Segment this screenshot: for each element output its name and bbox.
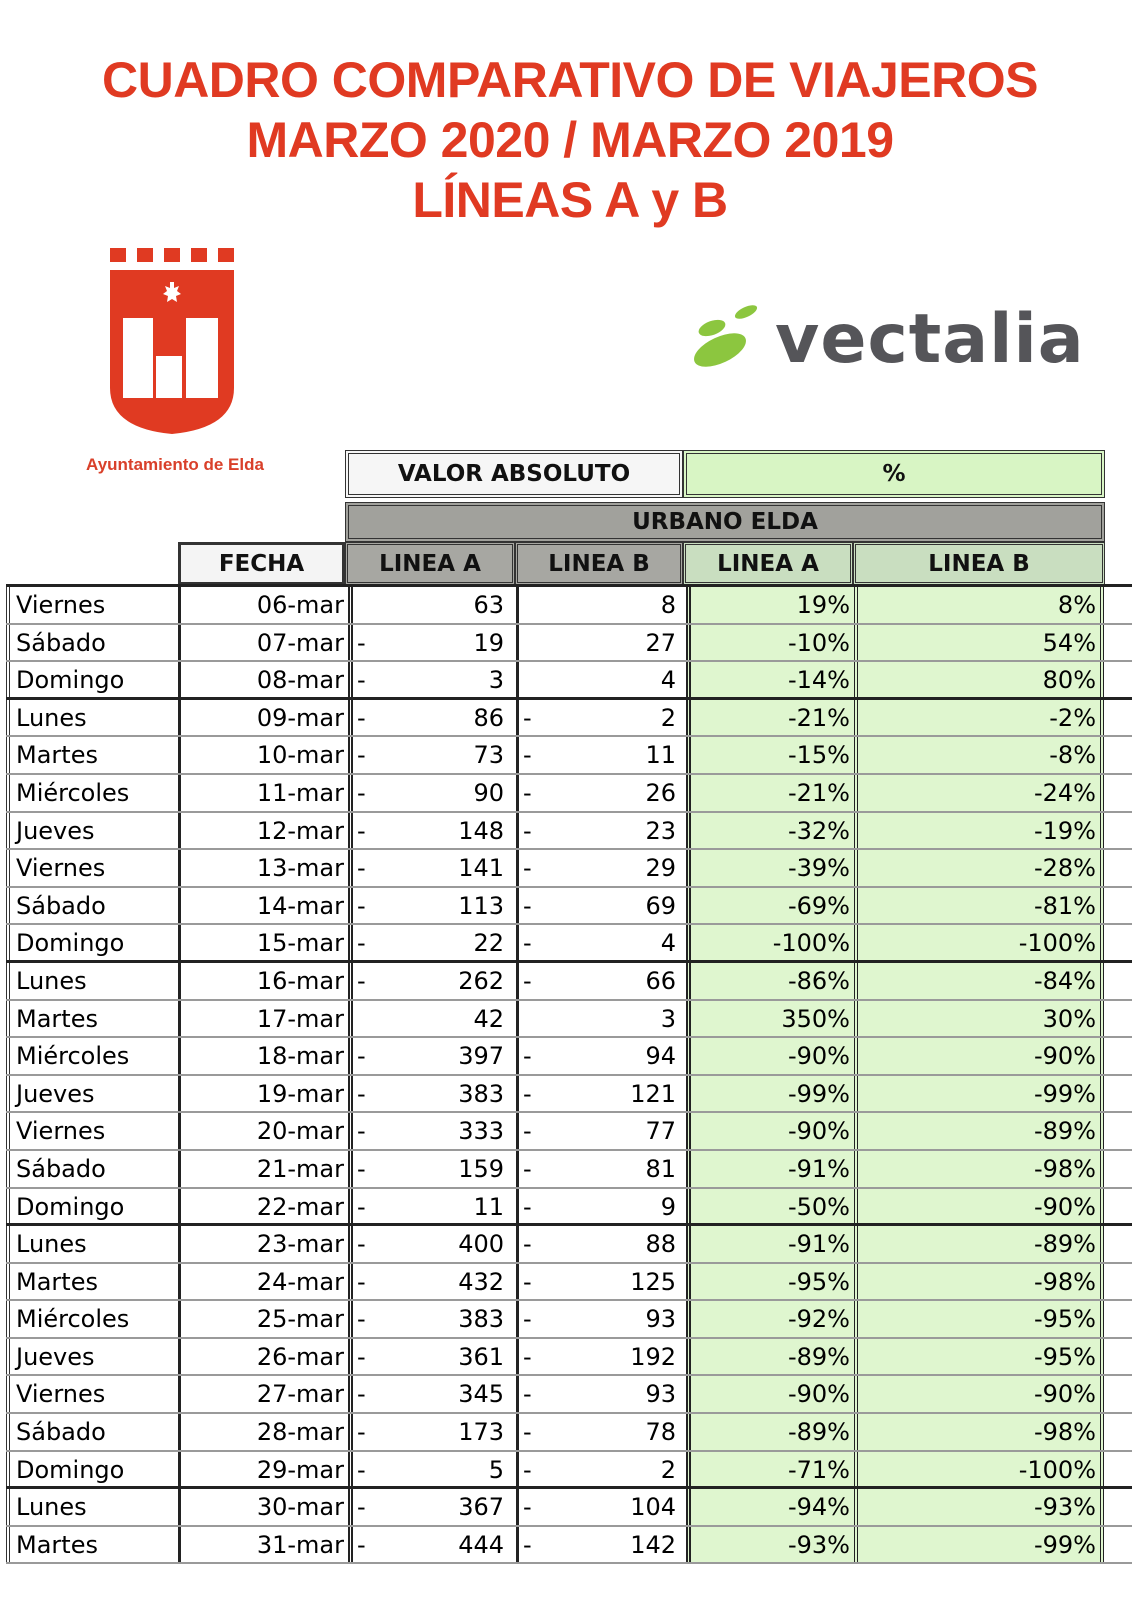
linea-b-value: 8 bbox=[660, 591, 676, 619]
minus-sign: - bbox=[523, 1342, 532, 1371]
linea-b-value: 125 bbox=[630, 1267, 676, 1296]
linea-b-value: 192 bbox=[630, 1342, 676, 1371]
header-fecha: FECHA bbox=[178, 542, 345, 585]
minus-sign: - bbox=[523, 816, 532, 845]
linea-a-abs-cell bbox=[348, 1038, 516, 1074]
linea-b-pct-cell: -90% bbox=[854, 1376, 1104, 1412]
table-row bbox=[6, 1452, 1132, 1490]
table-row bbox=[6, 1414, 1132, 1452]
minus-sign: - bbox=[523, 1267, 532, 1296]
linea-a-abs-cell bbox=[348, 662, 516, 697]
linea-b-value: 29 bbox=[645, 854, 676, 883]
linea-b-value: 121 bbox=[630, 1079, 676, 1108]
linea-b-pct-cell: -98% bbox=[854, 1151, 1104, 1187]
linea-b-value: 104 bbox=[630, 1493, 676, 1522]
linea-b-pct-cell: -90% bbox=[854, 1038, 1104, 1074]
linea-b-abs-cell bbox=[516, 1038, 686, 1074]
minus-sign: - bbox=[523, 778, 532, 807]
linea-a-pct-cell: -50% bbox=[686, 1189, 854, 1224]
date-cell: 07-mar bbox=[178, 625, 348, 661]
linea-a-value: 3 bbox=[488, 666, 504, 695]
day-cell: Viernes bbox=[6, 850, 178, 886]
linea-a-pct-cell: -90% bbox=[686, 1113, 854, 1149]
linea-a-abs-cell bbox=[348, 775, 516, 811]
linea-b-value: 4 bbox=[660, 929, 676, 958]
minus-sign: - bbox=[357, 1530, 366, 1559]
linea-a-abs-cell bbox=[348, 1414, 516, 1450]
table-row bbox=[6, 1264, 1132, 1302]
linea-b-value: 78 bbox=[645, 1418, 676, 1447]
linea-b-pct-cell: -84% bbox=[854, 963, 1104, 999]
table-row bbox=[6, 1113, 1132, 1151]
minus-sign: - bbox=[357, 1042, 366, 1071]
date-cell: 16-mar bbox=[178, 963, 348, 999]
date-cell: 17-mar bbox=[178, 1001, 348, 1037]
day-cell: Martes bbox=[6, 737, 178, 773]
linea-a-abs-cell bbox=[348, 1376, 516, 1412]
linea-a-pct-cell: -95% bbox=[686, 1264, 854, 1300]
minus-sign: - bbox=[523, 1192, 532, 1221]
minus-sign: - bbox=[523, 966, 532, 995]
linea-a-pct-cell: -21% bbox=[686, 775, 854, 811]
linea-b-value: 9 bbox=[660, 1192, 676, 1221]
linea-a-pct-cell: -93% bbox=[686, 1527, 854, 1563]
header-urbano-elda: URBANO ELDA bbox=[345, 502, 1105, 542]
linea-b-abs-cell bbox=[516, 1151, 686, 1187]
linea-a-value: 383 bbox=[458, 1305, 504, 1334]
date-cell: 21-mar bbox=[178, 1151, 348, 1187]
minus-sign: - bbox=[523, 1117, 532, 1146]
header-linea-b-abs: LINEA B bbox=[515, 542, 683, 585]
linea-a-abs-cell bbox=[348, 1113, 516, 1149]
linea-a-abs-cell bbox=[348, 1226, 516, 1262]
linea-b-abs-cell bbox=[516, 1452, 686, 1487]
minus-sign: - bbox=[357, 1117, 366, 1146]
linea-b-abs-cell bbox=[516, 963, 686, 999]
linea-b-abs-cell bbox=[516, 587, 686, 623]
table-row bbox=[6, 1001, 1132, 1039]
table-row bbox=[6, 1151, 1132, 1189]
table-row bbox=[6, 775, 1132, 813]
date-cell: 11-mar bbox=[178, 775, 348, 811]
linea-a-value: 361 bbox=[458, 1342, 504, 1371]
minus-sign: - bbox=[357, 1418, 366, 1447]
day-cell: Viernes bbox=[6, 587, 178, 623]
day-cell: Jueves bbox=[6, 1339, 178, 1375]
minus-sign: - bbox=[357, 1154, 366, 1183]
linea-a-value: 400 bbox=[458, 1230, 504, 1259]
date-cell: 24-mar bbox=[178, 1264, 348, 1300]
linea-a-value: 19 bbox=[473, 628, 504, 657]
vectalia-wordmark: vectalia bbox=[775, 300, 1085, 379]
linea-b-pct-cell: -95% bbox=[854, 1339, 1104, 1375]
linea-b-abs-cell bbox=[516, 775, 686, 811]
minus-sign: - bbox=[523, 741, 532, 770]
linea-b-value: 3 bbox=[660, 1004, 676, 1033]
linea-b-pct-cell: 80% bbox=[854, 662, 1104, 697]
day-cell: Martes bbox=[6, 1264, 178, 1300]
day-cell: Sábado bbox=[6, 888, 178, 924]
date-cell: 22-mar bbox=[178, 1189, 348, 1224]
linea-a-abs-cell bbox=[348, 1339, 516, 1375]
date-cell: 23-mar bbox=[178, 1226, 348, 1262]
linea-b-abs-cell bbox=[516, 1264, 686, 1300]
table-row bbox=[6, 813, 1132, 851]
linea-b-pct-cell: -81% bbox=[854, 888, 1104, 924]
day-cell: Jueves bbox=[6, 813, 178, 849]
minus-sign: - bbox=[357, 741, 366, 770]
linea-a-value: 444 bbox=[458, 1530, 504, 1559]
linea-a-abs-cell bbox=[348, 1452, 516, 1487]
linea-b-value: 2 bbox=[660, 1455, 676, 1484]
minus-sign: - bbox=[357, 1230, 366, 1259]
minus-sign: - bbox=[523, 1380, 532, 1409]
linea-b-abs-cell bbox=[516, 1189, 686, 1224]
date-cell: 27-mar bbox=[178, 1376, 348, 1412]
linea-b-pct-cell: 54% bbox=[854, 625, 1104, 661]
minus-sign: - bbox=[357, 628, 366, 657]
linea-b-abs-cell bbox=[516, 925, 686, 960]
linea-b-abs-cell bbox=[516, 850, 686, 886]
table-row bbox=[6, 1038, 1132, 1076]
linea-b-pct-cell: -89% bbox=[854, 1226, 1104, 1262]
table-row bbox=[6, 587, 1132, 625]
linea-b-abs-cell bbox=[516, 1226, 686, 1262]
linea-b-value: 88 bbox=[645, 1230, 676, 1259]
table-row bbox=[6, 1301, 1132, 1339]
linea-a-value: 159 bbox=[458, 1154, 504, 1183]
linea-a-abs-cell bbox=[348, 587, 516, 623]
linea-b-pct-cell: -90% bbox=[854, 1189, 1104, 1224]
day-cell: Lunes bbox=[6, 700, 178, 736]
linea-a-pct-cell: -91% bbox=[686, 1151, 854, 1187]
linea-a-pct-cell: -100% bbox=[686, 925, 854, 960]
linea-a-abs-cell bbox=[348, 1527, 516, 1563]
date-cell: 09-mar bbox=[178, 700, 348, 736]
linea-a-abs-cell bbox=[348, 813, 516, 849]
linea-b-value: 23 bbox=[645, 816, 676, 845]
linea-a-pct-cell: -10% bbox=[686, 625, 854, 661]
day-cell: Martes bbox=[6, 1527, 178, 1563]
linea-b-abs-cell bbox=[516, 1301, 686, 1337]
ayuntamiento-elda-crest-icon bbox=[108, 248, 236, 444]
minus-sign: - bbox=[357, 1267, 366, 1296]
table-row bbox=[6, 963, 1132, 1001]
linea-b-abs-cell bbox=[516, 1001, 686, 1037]
day-cell: Lunes bbox=[6, 1226, 178, 1262]
linea-b-abs-cell bbox=[516, 1489, 686, 1525]
minus-sign: - bbox=[357, 816, 366, 845]
date-cell: 12-mar bbox=[178, 813, 348, 849]
linea-b-abs-cell bbox=[516, 813, 686, 849]
linea-a-pct-cell: -32% bbox=[686, 813, 854, 849]
date-cell: 31-mar bbox=[178, 1527, 348, 1563]
date-cell: 29-mar bbox=[178, 1452, 348, 1487]
linea-a-pct-cell: -92% bbox=[686, 1301, 854, 1337]
day-cell: Miércoles bbox=[6, 1038, 178, 1074]
table-row bbox=[6, 737, 1132, 775]
header-percent: % bbox=[683, 450, 1105, 498]
linea-a-value: 333 bbox=[458, 1117, 504, 1146]
linea-b-value: 77 bbox=[645, 1117, 676, 1146]
linea-b-abs-cell bbox=[516, 737, 686, 773]
linea-b-pct-cell: -99% bbox=[854, 1076, 1104, 1112]
day-cell: Viernes bbox=[6, 1376, 178, 1412]
date-cell: 08-mar bbox=[178, 662, 348, 697]
minus-sign: - bbox=[357, 1493, 366, 1522]
linea-b-abs-cell bbox=[516, 1076, 686, 1112]
date-cell: 13-mar bbox=[178, 850, 348, 886]
header-valor-absoluto: VALOR ABSOLUTO bbox=[345, 450, 683, 498]
header-linea-a-abs: LINEA A bbox=[345, 542, 515, 585]
table-body bbox=[6, 584, 1132, 1564]
linea-a-pct-cell: -90% bbox=[686, 1376, 854, 1412]
table-row bbox=[6, 1076, 1132, 1114]
linea-b-abs-cell bbox=[516, 1376, 686, 1412]
linea-b-pct-cell: -100% bbox=[854, 1452, 1104, 1487]
date-cell: 20-mar bbox=[178, 1113, 348, 1149]
linea-a-abs-cell bbox=[348, 850, 516, 886]
minus-sign: - bbox=[523, 891, 532, 920]
linea-b-value: 4 bbox=[660, 666, 676, 695]
header-linea-a-pct: LINEA A bbox=[683, 542, 853, 585]
day-cell: Sábado bbox=[6, 1414, 178, 1450]
table-row bbox=[6, 625, 1132, 663]
linea-a-value: 90 bbox=[473, 778, 504, 807]
linea-a-value: 42 bbox=[473, 1004, 504, 1033]
linea-a-abs-cell bbox=[348, 1301, 516, 1337]
minus-sign: - bbox=[523, 1079, 532, 1108]
linea-b-pct-cell: -98% bbox=[854, 1414, 1104, 1450]
linea-a-abs-cell bbox=[348, 963, 516, 999]
date-cell: 26-mar bbox=[178, 1339, 348, 1375]
linea-b-value: 27 bbox=[645, 628, 676, 657]
linea-b-value: 2 bbox=[660, 703, 676, 732]
date-cell: 25-mar bbox=[178, 1301, 348, 1337]
linea-a-value: 148 bbox=[458, 816, 504, 845]
linea-b-abs-cell bbox=[516, 662, 686, 697]
linea-b-abs-cell bbox=[516, 1339, 686, 1375]
linea-a-value: 113 bbox=[458, 891, 504, 920]
linea-a-value: 11 bbox=[473, 1192, 504, 1221]
day-cell: Domingo bbox=[6, 662, 178, 697]
linea-a-value: 63 bbox=[473, 591, 504, 619]
linea-b-abs-cell bbox=[516, 1527, 686, 1563]
minus-sign: - bbox=[523, 929, 532, 958]
header-linea-b-pct: LINEA B bbox=[853, 542, 1105, 585]
linea-a-pct-cell: -94% bbox=[686, 1489, 854, 1525]
linea-a-value: 86 bbox=[473, 703, 504, 732]
linea-a-value: 262 bbox=[458, 966, 504, 995]
minus-sign: - bbox=[523, 1418, 532, 1447]
day-cell: Miércoles bbox=[6, 1301, 178, 1337]
minus-sign: - bbox=[357, 966, 366, 995]
linea-b-pct-cell: -100% bbox=[854, 925, 1104, 960]
linea-a-pct-cell: -15% bbox=[686, 737, 854, 773]
date-cell: 28-mar bbox=[178, 1414, 348, 1450]
linea-b-pct-cell: -19% bbox=[854, 813, 1104, 849]
minus-sign: - bbox=[523, 1493, 532, 1522]
linea-a-pct-cell: -39% bbox=[686, 850, 854, 886]
minus-sign: - bbox=[523, 854, 532, 883]
linea-b-value: 26 bbox=[645, 778, 676, 807]
linea-a-value: 73 bbox=[473, 741, 504, 770]
linea-b-pct-cell: -28% bbox=[854, 850, 1104, 886]
linea-b-value: 66 bbox=[645, 966, 676, 995]
linea-a-value: 367 bbox=[458, 1493, 504, 1522]
linea-b-pct-cell: -24% bbox=[854, 775, 1104, 811]
linea-a-abs-cell bbox=[348, 1489, 516, 1525]
day-cell: Sábado bbox=[6, 1151, 178, 1187]
vectalia-leaf-icon bbox=[690, 300, 770, 380]
linea-a-value: 345 bbox=[458, 1380, 504, 1409]
date-cell: 15-mar bbox=[178, 925, 348, 960]
table-row bbox=[6, 850, 1132, 888]
linea-b-abs-cell bbox=[516, 700, 686, 736]
day-cell: Viernes bbox=[6, 1113, 178, 1149]
linea-a-pct-cell: -14% bbox=[686, 662, 854, 697]
linea-a-abs-cell bbox=[348, 1076, 516, 1112]
linea-a-value: 432 bbox=[458, 1267, 504, 1296]
table-row bbox=[6, 700, 1132, 738]
table-row bbox=[6, 1339, 1132, 1377]
linea-a-pct-cell: -69% bbox=[686, 888, 854, 924]
linea-b-pct-cell: 8% bbox=[854, 587, 1104, 623]
minus-sign: - bbox=[357, 854, 366, 883]
linea-a-abs-cell bbox=[348, 925, 516, 960]
minus-sign: - bbox=[523, 1154, 532, 1183]
linea-a-value: 22 bbox=[473, 929, 504, 958]
linea-a-pct-cell: -71% bbox=[686, 1452, 854, 1487]
title-line-3: LÍNEAS A y B bbox=[412, 172, 728, 228]
table-row bbox=[6, 925, 1132, 963]
linea-a-value: 173 bbox=[458, 1418, 504, 1447]
table-row bbox=[6, 1189, 1132, 1227]
day-cell: Lunes bbox=[6, 963, 178, 999]
minus-sign: - bbox=[523, 1455, 532, 1484]
linea-b-value: 142 bbox=[630, 1530, 676, 1559]
date-cell: 10-mar bbox=[178, 737, 348, 773]
table-row bbox=[6, 1527, 1132, 1565]
minus-sign: - bbox=[357, 778, 366, 807]
linea-b-value: 93 bbox=[645, 1305, 676, 1334]
minus-sign: - bbox=[357, 1079, 366, 1108]
linea-a-abs-cell bbox=[348, 700, 516, 736]
day-cell: Sábado bbox=[6, 625, 178, 661]
day-cell: Domingo bbox=[6, 1452, 178, 1487]
date-cell: 19-mar bbox=[178, 1076, 348, 1112]
linea-b-pct-cell: -2% bbox=[854, 700, 1104, 736]
linea-a-pct-cell: 350% bbox=[686, 1001, 854, 1037]
table-row bbox=[6, 1226, 1132, 1264]
linea-a-abs-cell bbox=[348, 1151, 516, 1187]
linea-a-pct-cell: -90% bbox=[686, 1038, 854, 1074]
minus-sign: - bbox=[523, 703, 532, 732]
date-cell: 06-mar bbox=[178, 587, 348, 623]
minus-sign: - bbox=[523, 1305, 532, 1334]
linea-b-abs-cell bbox=[516, 1113, 686, 1149]
table-row bbox=[6, 1376, 1132, 1414]
day-cell: Domingo bbox=[6, 925, 178, 960]
linea-a-pct-cell: -99% bbox=[686, 1076, 854, 1112]
linea-a-value: 383 bbox=[458, 1079, 504, 1108]
minus-sign: - bbox=[357, 703, 366, 732]
linea-b-abs-cell bbox=[516, 1414, 686, 1450]
linea-a-pct-cell: -89% bbox=[686, 1339, 854, 1375]
date-cell: 30-mar bbox=[178, 1489, 348, 1525]
linea-b-abs-cell bbox=[516, 888, 686, 924]
linea-a-value: 397 bbox=[458, 1042, 504, 1071]
linea-b-value: 93 bbox=[645, 1380, 676, 1409]
linea-a-pct-cell: -21% bbox=[686, 700, 854, 736]
linea-b-pct-cell: -93% bbox=[854, 1489, 1104, 1525]
linea-a-pct-cell: -91% bbox=[686, 1226, 854, 1262]
table-row bbox=[6, 888, 1132, 926]
minus-sign: - bbox=[357, 891, 366, 920]
linea-a-value: 141 bbox=[458, 854, 504, 883]
linea-b-pct-cell: -95% bbox=[854, 1301, 1104, 1337]
minus-sign: - bbox=[357, 1455, 366, 1484]
minus-sign: - bbox=[357, 929, 366, 958]
linea-b-abs-cell bbox=[516, 625, 686, 661]
linea-a-abs-cell bbox=[348, 625, 516, 661]
linea-a-abs-cell bbox=[348, 1189, 516, 1224]
date-cell: 18-mar bbox=[178, 1038, 348, 1074]
linea-b-value: 94 bbox=[645, 1042, 676, 1071]
linea-a-pct-cell: -89% bbox=[686, 1414, 854, 1450]
vectalia-logo bbox=[690, 300, 1090, 380]
date-cell: 14-mar bbox=[178, 888, 348, 924]
linea-a-abs-cell bbox=[348, 1001, 516, 1037]
minus-sign: - bbox=[357, 1192, 366, 1221]
day-cell: Lunes bbox=[6, 1489, 178, 1525]
ayuntamiento-caption: Ayuntamiento de Elda bbox=[86, 455, 264, 474]
day-cell: Domingo bbox=[6, 1189, 178, 1224]
linea-a-abs-cell bbox=[348, 737, 516, 773]
minus-sign: - bbox=[357, 1305, 366, 1334]
day-cell: Miércoles bbox=[6, 775, 178, 811]
linea-b-value: 11 bbox=[645, 741, 676, 770]
minus-sign: - bbox=[357, 1342, 366, 1371]
linea-b-value: 69 bbox=[645, 891, 676, 920]
minus-sign: - bbox=[523, 1042, 532, 1071]
linea-b-pct-cell: -99% bbox=[854, 1527, 1104, 1563]
linea-b-pct-cell: -8% bbox=[854, 737, 1104, 773]
linea-b-pct-cell: -98% bbox=[854, 1264, 1104, 1300]
table-row bbox=[6, 662, 1132, 700]
minus-sign: - bbox=[523, 1230, 532, 1259]
linea-b-value: 81 bbox=[645, 1154, 676, 1183]
linea-a-pct-cell: -86% bbox=[686, 963, 854, 999]
page-title bbox=[0, 50, 1140, 230]
title-line-2: MARZO 2020 / MARZO 2019 bbox=[246, 112, 894, 168]
minus-sign: - bbox=[357, 1380, 366, 1409]
table-row bbox=[6, 1489, 1132, 1527]
title-line-1: CUADRO COMPARATIVO DE VIAJEROS bbox=[101, 52, 1038, 108]
minus-sign: - bbox=[523, 1530, 532, 1559]
linea-a-abs-cell bbox=[348, 888, 516, 924]
linea-a-pct-cell: 19% bbox=[686, 587, 854, 623]
day-cell: Jueves bbox=[6, 1076, 178, 1112]
linea-b-pct-cell: 30% bbox=[854, 1001, 1104, 1037]
day-cell: Martes bbox=[6, 1001, 178, 1037]
linea-b-pct-cell: -89% bbox=[854, 1113, 1104, 1149]
linea-a-value: 5 bbox=[488, 1455, 504, 1484]
linea-a-abs-cell bbox=[348, 1264, 516, 1300]
minus-sign: - bbox=[357, 666, 366, 695]
